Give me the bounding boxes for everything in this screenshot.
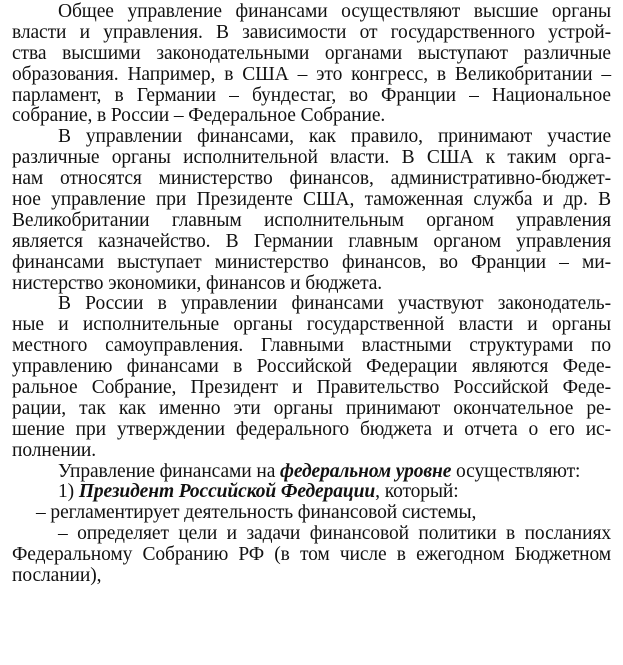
text-line: [12, 482, 611, 503]
text-line: Великобритании главным исполнительным органом управления: [12, 209, 611, 231]
text-run: Управление финансами на: [58, 460, 281, 482]
text-line: В управлении финансами, как правило, принимают участие: [58, 126, 611, 148]
text-line: нам относятся министерство финансов, административно-бюджет-: [12, 168, 611, 190]
text-line: нистерство экономики, финансов и бюджета.: [12, 272, 383, 294]
text-line: Общее управление финансами осуществляют высшие органы: [58, 1, 611, 22]
text-line: финансами выступает министерство финансов, во Франции – ми-: [12, 251, 611, 273]
text-line: ное управление при Президенте США, таможенная служба и др. В: [12, 189, 611, 211]
paragraph-1: [12, 2, 611, 127]
text-line: ства высшими законодательными органами выступают различные: [12, 42, 611, 64]
emphasis-federal-level: федеральном уровне: [280, 460, 452, 482]
text-run: , который:: [375, 481, 459, 503]
text-run: осуществляют:: [451, 460, 581, 482]
text-run: 1): [58, 481, 79, 503]
text-line: [12, 462, 611, 483]
paragraph-6: [12, 503, 611, 524]
paragraph-3: [12, 294, 611, 461]
text-line: – регламентирует деятельность финансовой системы,: [36, 502, 477, 524]
paragraph-5: [12, 482, 611, 503]
text-line: ральное Собрание, Президент и Правительство Российской Феде-: [12, 377, 611, 399]
text-line: собрание, в России – Федеральное Собрание.: [12, 105, 386, 127]
text-line: шение при утверждении федерального бюджета и отчета о его ис-: [12, 418, 611, 440]
text-line: послании),: [12, 565, 102, 587]
text-line: В России в управлении финансами участвуют законодатель-: [58, 293, 611, 315]
paragraph-2: [12, 127, 611, 294]
paragraph-4: [12, 462, 611, 483]
text-line: рации, так как именно эти органы принимают окончательное ре-: [12, 397, 611, 419]
paragraph-7: [12, 524, 611, 587]
text-line: местного самоуправления. Главными властными структурами по: [12, 335, 611, 357]
text-line: является казначейство. В Германии главным органом управления: [12, 230, 611, 252]
text-line: ные и исполнительные органы государственной власти и органы: [12, 314, 611, 336]
text-line: образования. Например, в США – это конгресс, в Великобритании –: [12, 63, 611, 85]
text-line: полнении.: [12, 439, 97, 461]
text-line: власти и управления. В зависимости от государственного устрой-: [12, 21, 611, 43]
text-line: парламент, в Германии – бундестаг, во Франции – Национальное: [12, 84, 611, 106]
emphasis-president: Президент Российской Федерации: [78, 481, 376, 503]
text-line: управлению финансами в Российской Федерации являются Феде-: [12, 356, 611, 378]
text-line: различные органы исполнительной власти. В США к таким орга-: [12, 147, 611, 169]
text-line: Федеральному Собранию РФ (в том числе в ежегодном Бюджетном: [12, 544, 611, 566]
text-line: – определяет цели и задачи финансовой политики в посланиях: [58, 523, 611, 545]
